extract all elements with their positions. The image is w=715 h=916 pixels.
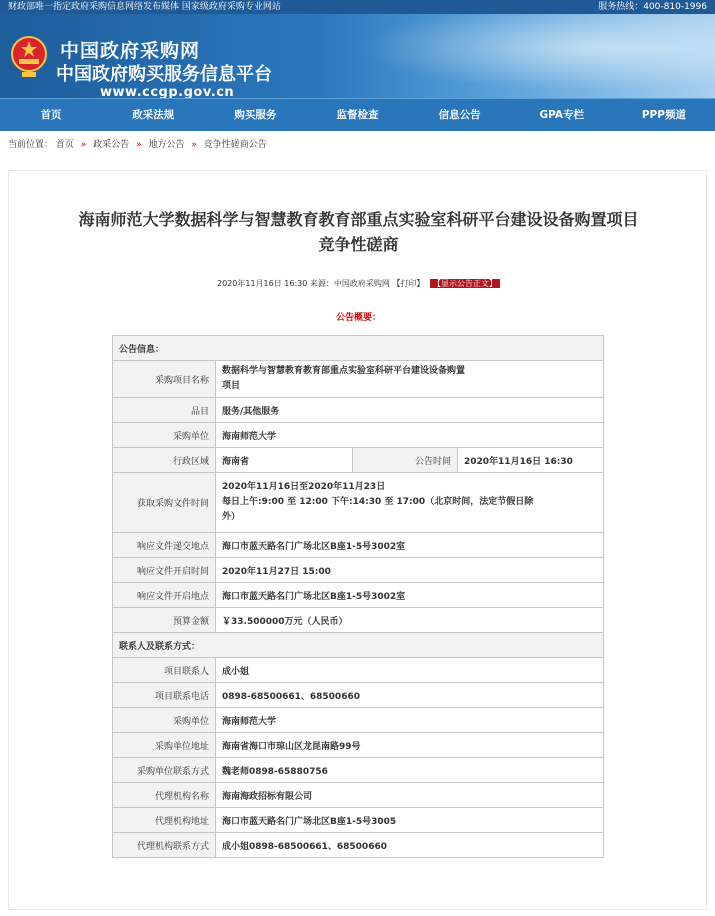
- nav-home[interactable]: 首页: [40, 109, 62, 121]
- nav-ppp[interactable]: PPP频道: [641, 109, 686, 121]
- publish-date: 2020年11月16日 16:30: [217, 279, 308, 288]
- buyer-address-label: 采购单位地址: [113, 733, 216, 758]
- breadcrumb-home[interactable]: 首页: [55, 140, 74, 150]
- open-place-label: 响应文件开启地点: [113, 583, 216, 608]
- table-row: [113, 683, 604, 708]
- section-contacts: 联系人及联系方式：: [113, 633, 604, 658]
- breadcrumb-announcements[interactable]: 政采公告: [93, 140, 130, 150]
- open-time-value: 2020年11月27日 15:00: [216, 558, 604, 583]
- buyer-label: 采购单位: [113, 423, 216, 448]
- buyer-contact-value: 魏老师0898-65880756: [216, 758, 604, 783]
- breadcrumb: [0, 131, 715, 159]
- agency-label: 代理机构名称: [113, 783, 216, 808]
- source-value: 中国政府采购网: [333, 279, 390, 288]
- site-header: [0, 14, 715, 98]
- service-hotline: 服务热线：400-810-1996: [598, 2, 707, 12]
- table-row: [113, 833, 604, 858]
- obtain-time-value: [216, 473, 604, 533]
- buyer2-value: 海南师范大学: [216, 708, 604, 733]
- article-meta: [9, 278, 708, 289]
- header-sky-decoration: [320, 14, 715, 98]
- table-row: [113, 423, 604, 448]
- table-row: [113, 708, 604, 733]
- table-row: [113, 448, 604, 473]
- budget-label: 预算金额: [113, 608, 216, 633]
- announcement-table: [112, 335, 604, 858]
- article-title-line2: 竞争性磋商: [318, 235, 399, 254]
- table-row: [113, 473, 604, 533]
- breadcrumb-separator-icon: »: [191, 140, 197, 150]
- nav-supervision[interactable]: 监督检查: [336, 109, 379, 121]
- open-time-label: 响应文件开启时间: [113, 558, 216, 583]
- site-url: www.ccgp.gov.cn: [100, 85, 235, 98]
- table-row: [113, 558, 604, 583]
- submit-place-value: 海口市蓝天路名门广场北区B座1-5号3002室: [216, 533, 604, 558]
- section-announcement-info: 公告信息：: [113, 336, 604, 361]
- nav-regulations[interactable]: 政采法规: [132, 109, 175, 121]
- breadcrumb-separator-icon: »: [136, 140, 142, 150]
- article-container: [8, 170, 707, 910]
- main-nav: [0, 98, 715, 131]
- print-link[interactable]: 【打印】: [392, 279, 425, 288]
- site-logo-subtitle: 中国政府购买服务信息平台: [56, 64, 272, 85]
- obtain-time-line3: 外）: [222, 512, 241, 522]
- project-name-line1: 数据科学与智慧教育教育部重点实验室科研平台建设设备购置: [222, 366, 466, 376]
- table-row: [113, 361, 604, 398]
- obtain-time-label: 获取采购文件时间: [113, 473, 216, 533]
- project-name-value: [216, 361, 604, 398]
- table-row: [113, 398, 604, 423]
- notice-time-value: 2020年11月16日 16:30: [458, 448, 604, 473]
- table-row: [113, 758, 604, 783]
- contact-phone-label: 项目联系电话: [113, 683, 216, 708]
- agency-address-label: 代理机构地址: [113, 808, 216, 833]
- obtain-time-line2: 每日上午:9:00 至 12:00 下午:14:30 至 17:00（北京时间，法定节假日除: [222, 497, 534, 507]
- table-row: [113, 633, 604, 658]
- table-row: [113, 733, 604, 758]
- nav-gpa[interactable]: GPA专栏: [539, 109, 585, 121]
- contact-value: 成小姐: [216, 658, 604, 683]
- breadcrumb-local[interactable]: 地方公告: [148, 140, 185, 150]
- buyer-contact-label: 采购单位联系方式: [113, 758, 216, 783]
- project-name-line2: 项目: [222, 381, 241, 391]
- region-value: 海南省: [216, 448, 353, 473]
- contact-phone-value: 0898-68500661、68500660: [216, 683, 604, 708]
- top-info-bar: [0, 0, 715, 14]
- agency-contact-value: 成小姐0898-68500661、68500660: [216, 833, 604, 858]
- notice-time-label: 公告时间: [353, 448, 458, 473]
- agency-value: 海南海政招标有限公司: [216, 783, 604, 808]
- national-emblem-icon: [10, 34, 48, 80]
- breadcrumb-current[interactable]: 竞争性磋商公告: [203, 140, 267, 150]
- table-row: [113, 658, 604, 683]
- agency-address-value: 海口市蓝天路名门广场北区B座1-5号3005: [216, 808, 604, 833]
- source-label: 来源：: [309, 279, 334, 288]
- project-name-label: 采购项目名称: [113, 361, 216, 398]
- breadcrumb-prefix: 当前位置：: [8, 140, 54, 150]
- buyer-address-value: 海南省海口市琼山区龙昆南路99号: [216, 733, 604, 758]
- contact-label: 项目联系人: [113, 658, 216, 683]
- submit-place-label: 响应文件递交地点: [113, 533, 216, 558]
- table-row: [113, 583, 604, 608]
- category-label: 品目: [113, 398, 216, 423]
- open-place-value: 海口市蓝天路名门广场北区B座1-5号3002室: [216, 583, 604, 608]
- breadcrumb-separator-icon: »: [80, 140, 87, 150]
- site-logo-title[interactable]: 中国政府采购网: [60, 40, 201, 62]
- buyer-value: 海南师范大学: [216, 423, 604, 448]
- table-row: [113, 608, 604, 633]
- article-title: [9, 207, 708, 257]
- buyer2-label: 采购单位: [113, 708, 216, 733]
- top-info-left: 财政部唯一指定政府采购信息网络发布媒体 国家级政府采购专业网站: [8, 2, 281, 12]
- table-row: [113, 808, 604, 833]
- region-label: 行政区域: [113, 448, 216, 473]
- show-text-button[interactable]: 【显示公告正文】: [430, 279, 500, 288]
- table-row: [113, 783, 604, 808]
- summary-heading: 公告概要：: [335, 313, 381, 323]
- table-row: [113, 336, 604, 361]
- article-title-line1: 海南师范大学数据科学与智慧教育教育部重点实验室科研平台建设设备购置项目: [78, 210, 639, 229]
- nav-purchase-services[interactable]: 购买服务: [234, 109, 277, 121]
- agency-contact-label: 代理机构联系方式: [113, 833, 216, 858]
- obtain-time-line1: 2020年11月16日至2020年11月23日: [222, 482, 386, 492]
- category-value: 服务/其他服务: [216, 398, 604, 423]
- table-row: [113, 533, 604, 558]
- budget-value: ￥33.500000万元（人民币）: [216, 608, 604, 633]
- nav-announcements[interactable]: 信息公告: [438, 109, 481, 121]
